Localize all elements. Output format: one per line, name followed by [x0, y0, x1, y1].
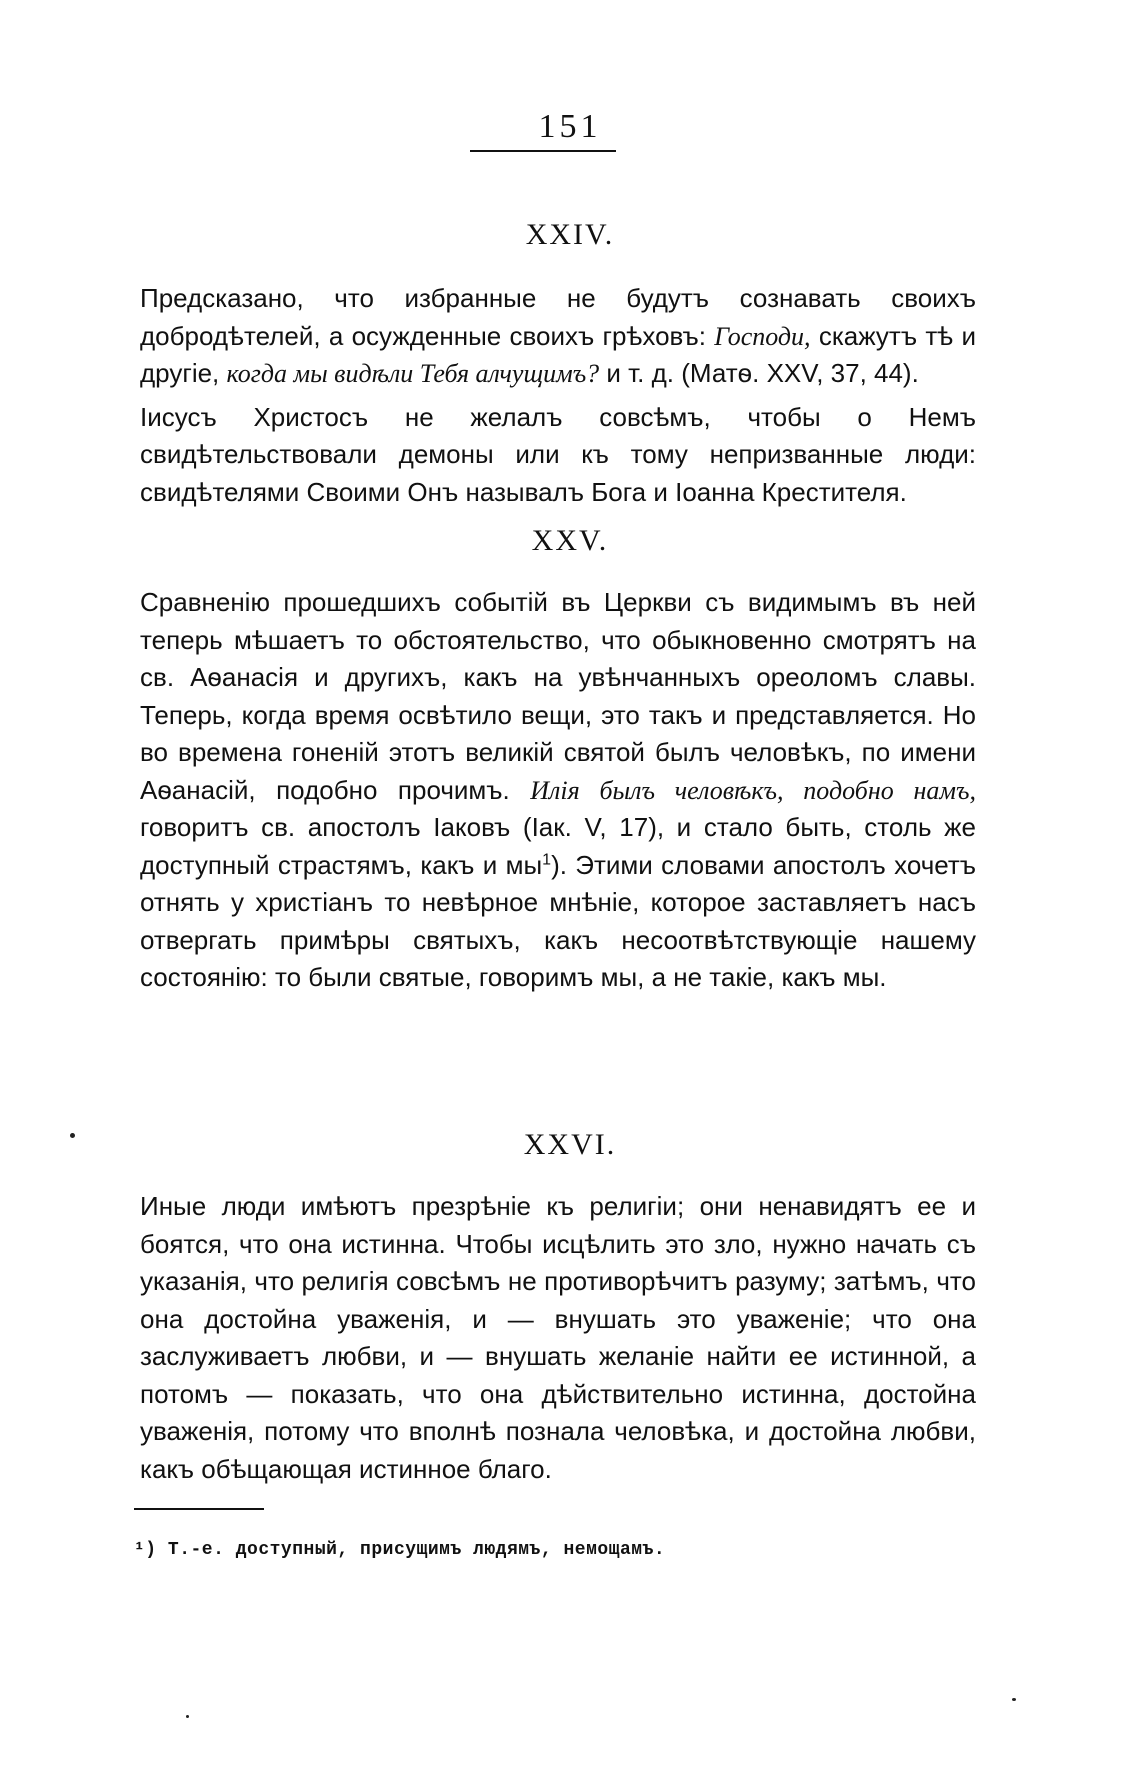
footnote-rule	[134, 1508, 264, 1510]
section-body-xxiv	[140, 280, 976, 511]
text-run: Предсказано, что избранные не будутъ сознавать своихъ добродѣтелей, а осужденные своихъ грѣховъ:	[140, 283, 976, 351]
section-body-xxv	[140, 584, 976, 997]
italic-quote: Господи,	[714, 321, 811, 351]
paragraph: Іисусъ Христосъ не желалъ совсѣмъ, чтобы о Немъ свидѣтельствовали демоны или къ тому непризванные люди: свидѣтелями Своими Онъ называлъ Бога и Іоанна Крестителя.	[140, 401, 976, 507]
text-run: говоритъ св. апостолъ Іаковъ (Іак. V, 17), и стало быть, столь же доступный страстямъ, какъ и мы	[140, 812, 976, 880]
footnote: ¹) Т.-е. доступный, присущимъ людямъ, немощамъ.	[134, 1540, 666, 1560]
text-run: и т. д. (Матѳ. XXV, 37, 44).	[599, 358, 919, 388]
paragraph	[140, 584, 976, 997]
scan-speck	[186, 1715, 189, 1718]
section-heading-xxiv: XXIV.	[525, 218, 615, 251]
paragraph: Иные люди имѣютъ презрѣніе къ религіи; они ненавидятъ ее и боятся, что она истинна. Чтобы исцѣлить это зло, нужно начать съ указанія, что религія совсѣмъ не противорѣчитъ разуму; затѣмъ, что она достойна уваженія, и — внушать это уваженіе; что она заслуживаетъ любви, и — внушать желаніе найти ее истинной, а потомъ — показать, что она дѣйствительно истинна, достойна уваженія, потому что вполнѣ познала человѣка, и достойна любви, какъ обѣщающая истинное благо.	[140, 1191, 976, 1484]
text-run: ). Этими словами апостолъ хочетъ отнять у христіанъ то невѣрное мнѣніе, которое заставляетъ насъ отвергать примѣры святыхъ, какъ несоотвѣтствующіе нашему состоянію: то были святые, говоримъ мы, а не такіе, какъ мы.	[140, 849, 977, 992]
footnote-marker: 1	[542, 850, 552, 868]
text-run: скажутъ тѣ и другіе,	[140, 320, 976, 388]
page-number-rule	[470, 150, 616, 152]
scan-speck	[70, 1133, 75, 1138]
italic-quote: когда мы видѣли Тебя алчущимъ?	[226, 359, 600, 388]
text-run: Сравненію прошедшихъ событій въ Церкви съ видимымъ въ ней теперь мѣшаетъ то обстоятельство, что обыкновенно смотрятъ на св. Аѳанасія и другихъ, какъ на увѣнчанныхъ ореоломъ славы. Теперь, когда время освѣтило вещи, это такъ и представляется. Но во времена гоненій этотъ великій святой былъ человѣкъ, по имени Аѳанасій, подобно прочимъ.	[140, 587, 976, 805]
section-body-xxvi	[140, 1188, 976, 1488]
italic-quote: Илія былъ человѣкъ, подобно намъ,	[530, 775, 976, 805]
section-heading-xxv: XXV.	[531, 524, 609, 557]
scan-speck	[1012, 1698, 1016, 1701]
page-number: 151	[538, 108, 602, 145]
section-heading-xxvi: XXVI.	[523, 1128, 617, 1161]
paragraph	[140, 280, 976, 393]
